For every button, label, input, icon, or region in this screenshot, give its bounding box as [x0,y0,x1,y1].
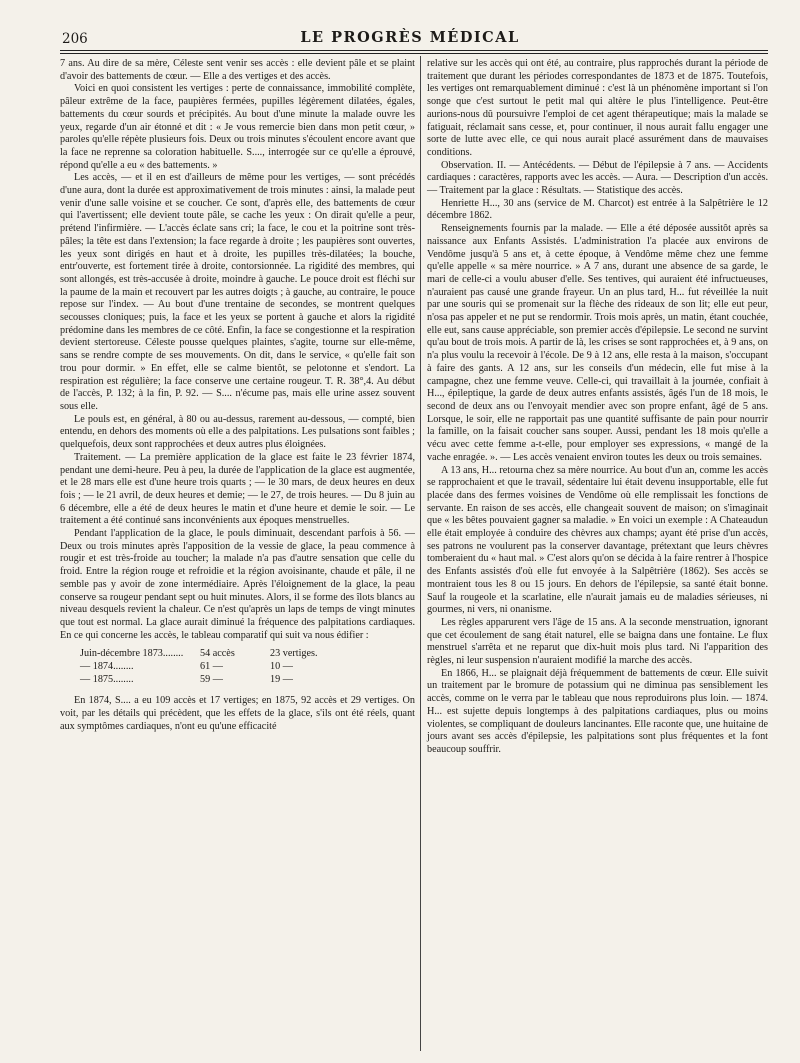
header-rule-thin [60,53,768,54]
stats-row [60,674,415,687]
right-column [427,58,768,1048]
paragraph: Renseignements fournis par la malade. — Elle a été déposée aussitôt après sa naissance aux Enfants Assistés. L'administration l'a placée aux environs de Vendôme jusqu'à 5 ans et, à cette époque, à Vendôme même chez une femme qu'elle appelle « sa mère nourrice. » A 7 ans, durant une absence de sa garde, le mari de celle-ci a voulu abuser d'elle. Ses tentives, qui auraient été infructueuses, n'auraient pas causé une grande frayeur. Un an plus tard, H... fut réveillée la nuit par une souris qui se promenait sur la flèche des rideaux de son lit; elle eut peur, n'osa pas appeler et ne put se rendormir. Trois mois après, un matin, étant couchée, elle eut, sans cause appréciable, son premier accès d'épilepsie. Le second ne survint qu'au bout de trois mois. A partir de là, les crises se sont rapprochées et, à 9 ans, on n'a plus voulu la recevoir à l'école. De 9 à 12 ans, elle resta à la maison, s'occupant à faire des gants. A 12 ans, sur les conseils d'un médecin, elle fut mise à la campagne, chez une femme veuve. Celle-ci, qui travaillait à la journée, confiait à H..., épileptique, la garde de deux autres enfants assistés, âgés l'un de 18 mois, le second de deux ans ou l'envoyait mendier avec son propre enfant, âgé de 5 ans. Lorsque, le soir, elle ne rapportait pas une quantité suffisante de pain pour nourrir la famille, on la faisait coucher sans souper. Aussi, pendant les 18 mois qu'elle a vécu avec cette femme a-t-elle, pour employer ses expressions, « mangé de la vache enragée. ». — Les accès venaient environ toutes les deux ou trois semaines. [427,223,768,463]
stats-acces: 59 — [200,674,223,686]
paragraph: Le pouls est, en général, à 80 ou au-dessus, rarement au-dessous, — compté, bien entendu, en dehors des moments où elle a des palpitations. Les pulsations sont faibles ; quelquefois, deux sont rapprochées et deux autres plus éloignées. [60,413,415,451]
stats-acces: 54 accès [200,648,235,660]
paragraph: Voici en quoi consistent les vertiges : perte de connaissance, immobilité complète, pâleur extrême de la face, paupières fermées, pupilles légèrement dilatées, égales, battements du cœur sourds et précipités. Au bout d'une minute la malade ouvre les yeux, regarde d'un air étonné et dit : « Je vous remercie bien dans mon petit cœur, » paroles qu'elle répète plusieurs fois. Deux ou trois minutes s'écoulent encore avant que la face ne reprenne sa coloration habituelle. S...., interrogée sur ce qu'elle a éprouvé, répond qu'elle a eu « des battements. » [60,83,415,171]
journal-title: LE PROGRÈS MÉDICAL [300,29,520,46]
stats-table [60,648,415,687]
stats-row [60,661,415,674]
left-column [60,58,415,1048]
paragraph: 7 ans. Au dire de sa mère, Céleste sent venir ses accès : elle devient pâle et se plaint d'avoir des battements de cœur. — Elle a des vertiges et des accès. [60,58,415,82]
paragraph: Henriette H..., 30 ans (service de M. Charcot) est entrée à la Salpêtrière le 12 décembre 1862. [427,197,768,222]
stats-period: — 1874........ [80,661,134,673]
stats-row [60,648,415,661]
stats-acces: 61 — [200,661,223,673]
page-number: 206 [62,31,88,47]
paragraph: En 1874, S.... a eu 109 accès et 17 vertiges; en 1875, 92 accès et 29 vertiges. On voit, par les détails qui précèdent, que les effets de la glace, s'ils ont été réels, quant aux symptômes cardiaques, n'ont eu qu'une efficacité [60,695,415,732]
paragraph: relative sur les accès qui ont été, au contraire, plus rapprochés durant la période de traitement que durant les périodes correspondantes de 1873 et de 1875. Toutefois, les vertiges ont remarquablement diminué : c'est là un phénomène important si l'on songe que c'est surtout le petit mal qui altère le plus l'intelligence. Peut-être aurions-nous dû poursuivre l'emploi de cet agent thérapeutique; mais la malade se fatiguait, réclamait sans cesse, et, pour continuer, il nous aurait fallu engager une sorte de lutte avec elle, ce qui nous aurait placé assurément dans de mauvaises conditions. [427,58,768,158]
stats-period: — 1875........ [80,674,134,686]
paragraph: Les règles apparurent vers l'âge de 15 ans. A la seconde menstruation, ignorant que cet écoulement de sang était naturel, elle se baigna dans une fontaine. Le flux menstruel s'arrêta et ne reparut que dix-huit mois plus tard. Ni l'apparition des règles, ni leur suspension n'auraient modifié la marche des accès. [427,616,768,667]
stats-period: Juin-décembre 1873........ [80,648,184,660]
stats-vertiges: 19 — [270,674,293,686]
stats-vertiges: 10 — [270,661,293,673]
observation-heading: Observation. II. — Antécédents. — Début de l'épilepsie à 7 ans. — Accidents cardiaques : caractères, rapports avec les accès. — Aura. — Description d'un accès. — Traitement par la glace : Résultats. — Statistique des accès. [427,159,768,197]
column-divider [420,56,421,1051]
stats-vertiges: 23 vertiges. [270,648,318,660]
paragraph: En 1866, H... se plaignait déjà fréquemment de battements de cœur. Elle suivit un traitement par le bromure de potassium qui ne diminua pas sensiblement les accès, comme on le verra par le tableau que nous reproduirons plus loin. — 1874. H... est sujette depuis longtemps à des palpitations cardiaques, plus ou moins violentes, se compliquant de douleurs lancinantes. Elle raconte que, une huitaine de jours avant ses accès d'épilepsie, les palpitations sont plus fréquentes et la font beaucoup souffrir. [427,667,768,755]
paragraph: Les accès, — et il en est d'ailleurs de même pour les vertiges, — sont précédés d'une aura, dont la durée est approximativement de trois minutes : ainsi, la malade peut venir d'une salle voisine et se coucher. Ce sont, d'après elle, des battements de cœur qui l'avertissent; elle devient toute pâle, se cache les yeux : On dirait qu'elle a peur, prétend l'infirmière. — L'accès éclate sans cri; la face, le cou et la poitrine sont très-pâles; la tête est dans l'extension; la face regarde à droite ; les paupières sont ouvertes, les yeux sont dirigés en haut et à droite, les pupilles très-dilatées; la bouche, entr'ouverte, est fortement tirée à droite, contorsionnée. La rigidité des membres, qui sont allongés, est très-accusée à droite, moindre à gauche. Le pouce droit est fléchi sur la paume de la main et recouvert par les autres doigts ; à gauche, au contraire, le pouce repose sur l'index. — Au bout d'une trentaine de secondes, se montrent quelques secousses cloniques; puis, la face et les yeux se portent à gauche et alors la rigidité prédomine dans les membres de ce côté. Enfin, la face se congestionne et la respiration devient stertoreuse. Céleste pousse quelques plaintes, s'agite, tourne sur elle-même, sans se rendre compte de ses mouvements. On dit, dans le service, « qu'elle fait son trou pour dormir. » En effet, elle se calme bientôt, se pelotonne et s'endort. La respiration est régulière; la face conserve une certaine rougeur. T. R. 38°,4. Au début de l'accès, P. 132; à la fin, P. 92. — S.... n'écume pas, mais elle urine assez souvent sous elle. [60,172,415,412]
paragraph: A 13 ans, H... retourna chez sa mère nourrice. Au bout d'un an, comme les accès se rapprochaient et que le travail, sédentaire lui était devenu insupportable, elle fut placée dans des fermes voisines de Vendôme où elle remplissait les fonctions de servante. En raison de ses accès, elle changeait souvent de maison; on s'imaginait que « les bêtes pouvaient gagner sa maladie. » En voici un exemple : A Chateaudun elle était employée à conduire des chèvres aux champs; ayant été prise d'un accès, ses patrons ne voulurent pas la conserver davantage, prétextant que leurs chèvres tomberaient du « haut mal. » C'est alors qu'on se décida à la faire rentrer à l'hospice des Enfants assistés d'où elle fut envoyée à la Salpêtrière (1862). Ses accès se montraient tous les 8 ou 15 jours. En dehors de l'épilepsie, sa santé était bonne. Sauf la rougeole et la scarlatine, elle n'aurait jamais eu de maladies sérieuses, ni gourmes, ni vers, ni onanisme. [427,464,768,616]
page-header [60,28,760,50]
paragraph: Traitement. — La première application de la glace est faite le 23 février 1874, pendant une demi-heure. Peu à peu, la durée de l'application de la glace est augmentée, et le 28 mars elle est d'une heure trois quarts ; — le 30 mars, de deux heures en deux fois ; — le 21 avril, de deux heures et demie; — le 27, de trois heures. — Du 8 juin au 6 décembre, elle a été de deux heures le matin et d'une heure et demie le soir. — Le traitement a été continué sans inconvénients aux époques menstruelles. [60,451,415,527]
paragraph: Pendant l'application de la glace, le pouls diminuait, descendant parfois à 56. — Deux ou trois minutes après l'apposition de la vessie de glace, la peau commence à rougir et est très-froide au toucher; la malade n'a pas d'autre sensation que celle du froid. Entre la région rouge et refroidie et la région avoisinante, chaude et pâle, il ne semble pas y avoir de zone intermédiaire. Après l'éloignement de la glace, la peau conserve sa rougeur pendant sept ou huit minutes. Alors, il se forme des îlots blancs au niveau desquels revient la chaleur. Ce n'est qu'après un laps de temps de vingt minutes que tout est normal. La glace aurait diminué la fréquence des palpitations cardiaques. En ce qui concerne les accès, le tableau comparatif qui suit va nous édifier : [60,528,415,641]
header-rule [60,50,768,51]
